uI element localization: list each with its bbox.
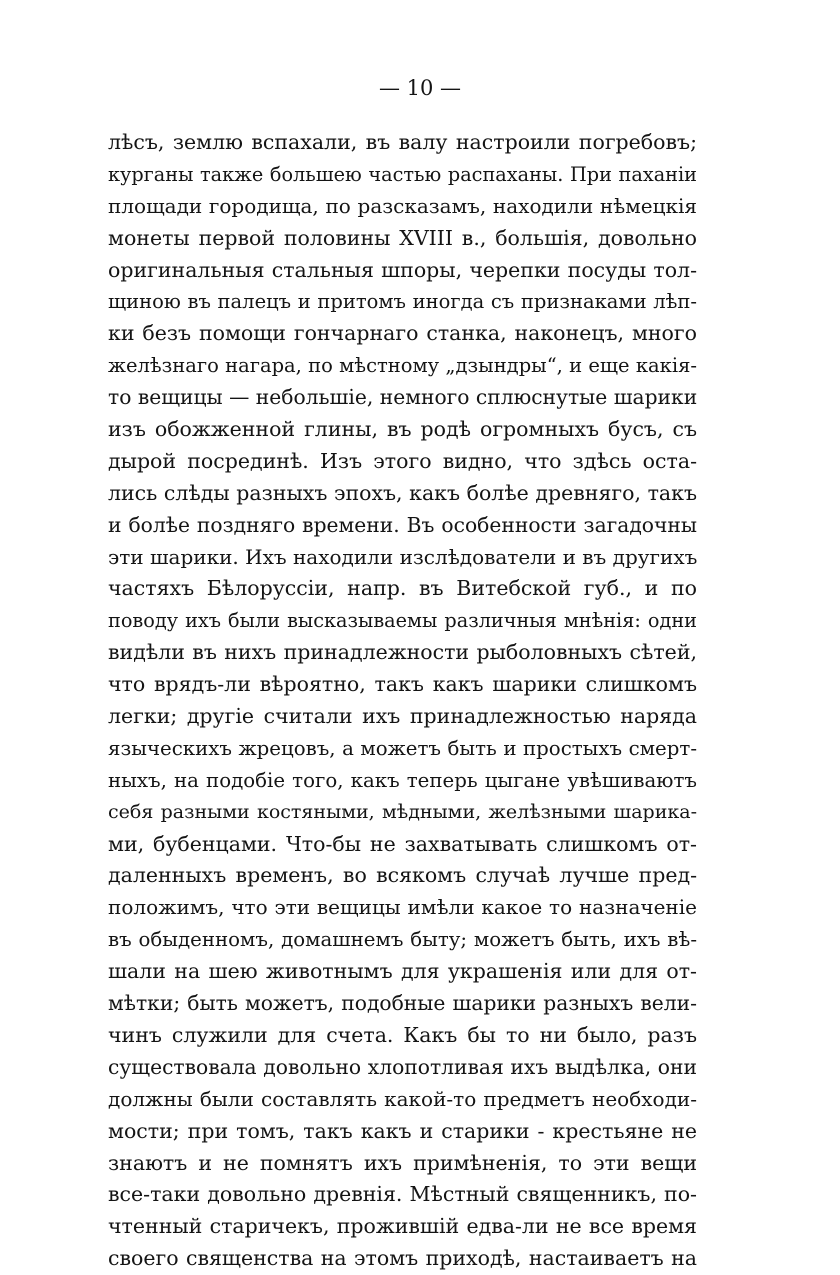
text-line: частяхъ Бѣлоруссіи, напр. въ Витебской губ., и по <box>108 576 697 601</box>
text-line: монеты первой половины XVIII в., большія, довольно <box>108 225 697 250</box>
text-line: легки; другіе считали ихъ принадлежностью наряда <box>108 704 697 729</box>
text-line: мѣтки; быть можетъ, подобные шарики разныхъ вели- <box>108 991 697 1016</box>
text-line: поводу ихъ были высказываемы различныя мнѣнія: одни <box>108 609 697 633</box>
text-line: положимъ, что эти вещицы имѣли какое то назначеніе <box>108 895 697 920</box>
text-line: щиною въ палецъ и притомъ иногда съ признаками лѣп- <box>108 290 697 314</box>
text-line: должны были составлять какой-то предметъ необходи- <box>108 1086 697 1111</box>
text-line: оригинальныя стальныя шпоры, черепки посуды тол- <box>108 257 697 282</box>
text-line: дырой посрединѣ. Изъ этого видно, что здѣсь оста- <box>108 448 697 473</box>
body-text <box>108 127 697 1275</box>
text-line: эти шарики. Ихъ находили изслѣдователи и въ другихъ <box>108 544 698 569</box>
text-line: ми, бубенцами. Что-бы не захватывать слишкомъ от- <box>108 831 697 856</box>
text-line: чинъ служили для счета. Какъ бы то ни было, разъ <box>108 1022 697 1047</box>
text-line: даленныхъ временъ, во всякомъ случаѣ лучше пред- <box>108 863 697 888</box>
text-line: лись слѣды разныхъ эпохъ, какъ болѣе древняго, такъ <box>108 480 697 505</box>
text-line: существовала довольно хлопотливая ихъ выдѣлка, они <box>108 1054 697 1079</box>
text-line: курганы также большею частью распаханы. При паханіи <box>108 162 697 186</box>
text-line: языческихъ жрецовъ, а можетъ быть и простыхъ смерт- <box>108 736 697 760</box>
text-line: то вещицы — небольшіе, немного сплюснутые шарики <box>108 385 698 410</box>
text-line: лѣсъ, землю вспахали, въ валу настроили погребовъ; <box>108 130 697 154</box>
text-line: и болѣе поздняго времени. Въ особенности загадочны <box>108 512 697 537</box>
text-line: себя разными костяными, мѣдными, желѣзными шарика- <box>108 800 697 823</box>
text-line: желѣзнаго нагара, по мѣстному „дзындры“, и еще какія- <box>108 354 697 378</box>
text-line: мости; при томъ, такъ какъ и старики - крестьяне не <box>108 1118 697 1143</box>
text-line: что врядъ-ли вѣроятно, такъ какъ шарики слишкомъ <box>108 672 697 697</box>
text-line: шали на шею животнымъ для украшенія или для от- <box>108 959 697 984</box>
text-line: чтенный старичекъ, прожившій едва-ли не все время <box>108 1214 697 1239</box>
text-line: изъ обожженной глины, въ родѣ огромныхъ бусъ, съ <box>108 417 697 442</box>
text-line: площади городища, по разсказамъ, находили нѣмецкія <box>108 193 697 218</box>
text-line: знаютъ и не помнятъ ихъ примѣненія, то эти вещи <box>108 1150 697 1175</box>
text-line: своего священства на этомъ приходѣ, настаиваетъ на <box>108 1246 697 1271</box>
text-line: все-таки довольно древнія. Мѣстный священникъ, по- <box>108 1182 697 1207</box>
text-line: ки безъ помощи гончарнаго станка, наконецъ, много <box>108 321 697 346</box>
page-number: — 10 — <box>378 76 462 100</box>
text-line: ныхъ, на подобіе того, какъ теперь цыгане увѣшиваютъ <box>108 768 697 792</box>
text-line: видѣли въ нихъ принадлежности рыболовныхъ сѣтей, <box>108 640 697 665</box>
text-line: въ обыденномъ, домашнемъ быту; можетъ быть, ихъ вѣ- <box>108 928 697 952</box>
